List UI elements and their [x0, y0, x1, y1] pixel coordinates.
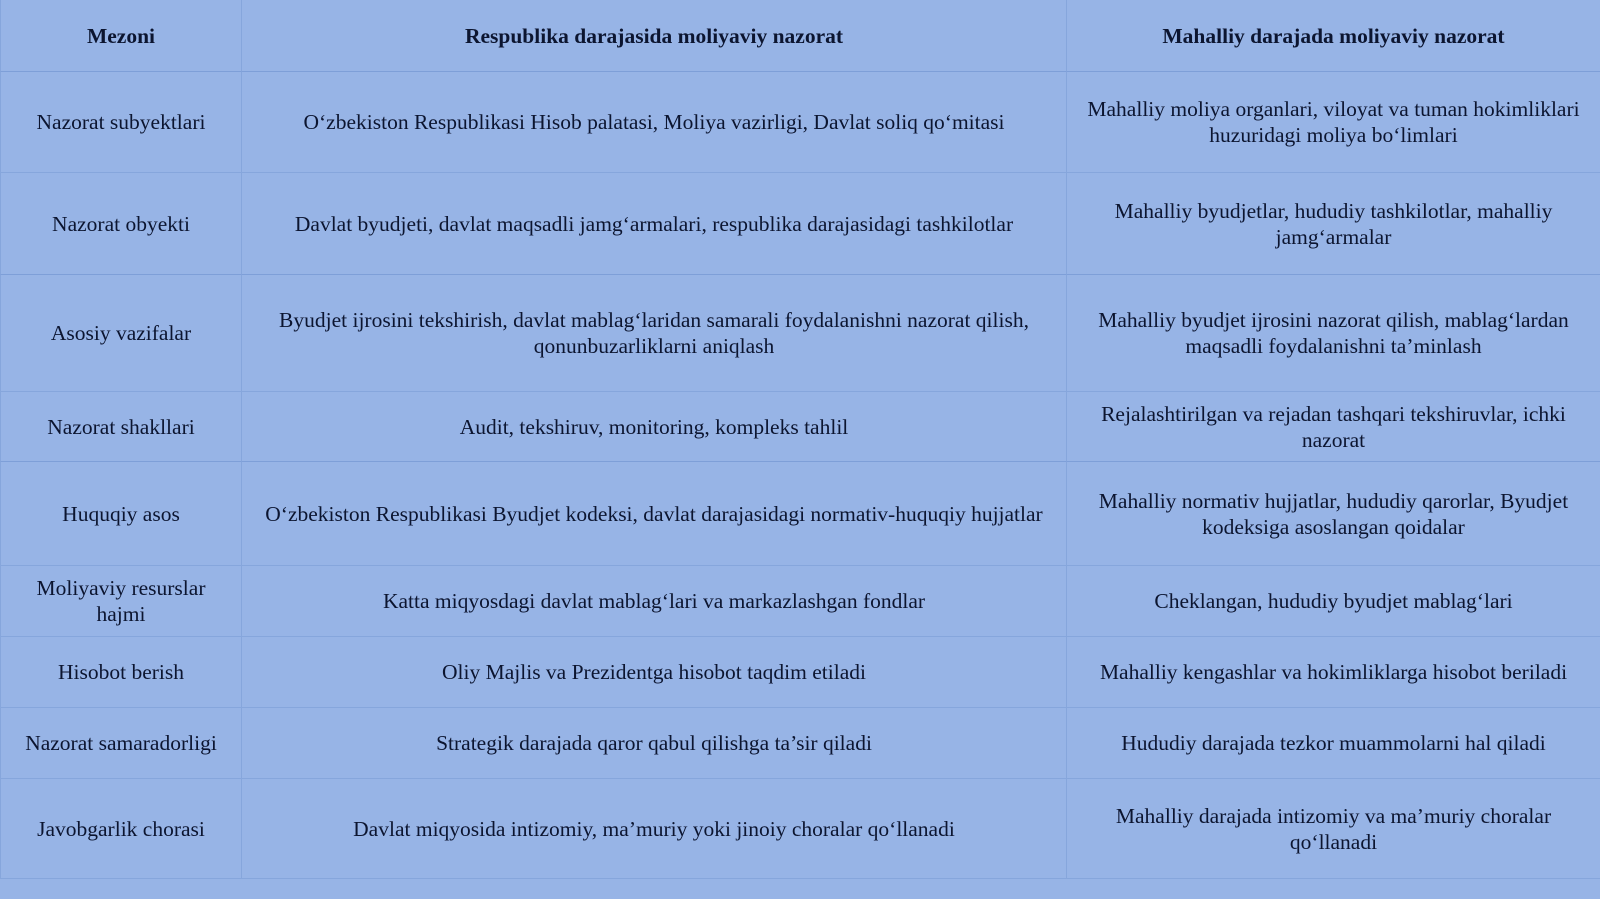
table-cell-local: Mahalliy darajada intizomiy va ma’muriy choralar qo‘llanadi — [1067, 779, 1600, 879]
table-cell-local: Mahalliy byudjet ijrosini nazorat qilish, mablag‘lardan maqsadli foydalanishni ta’minlash — [1067, 275, 1600, 392]
table-cell-criteria: Moliyaviy resurslar hajmi — [0, 566, 242, 637]
table-cell-local: Cheklangan, hududiy byudjet mablag‘lari — [1067, 566, 1600, 637]
table-cell-republic: Oliy Majlis va Prezidentga hisobot taqdim etiladi — [242, 637, 1067, 708]
table-cell-criteria: Nazorat subyektlari — [0, 72, 242, 173]
table-cell-local: Hududiy darajada tezkor muammolarni hal qiladi — [1067, 708, 1600, 779]
table-cell-republic: Byudjet ijrosini tekshirish, davlat mablag‘laridan samarali foydalanishni nazorat qilish, qonunbuzarliklarni aniqlash — [242, 275, 1067, 392]
table-cell-criteria: Hisobot berish — [0, 637, 242, 708]
table-header-local: Mahalliy darajada moliyaviy nazorat — [1067, 0, 1600, 72]
table-cell-criteria: Nazorat obyekti — [0, 173, 242, 275]
table-cell-local: Mahalliy byudjetlar, hududiy tashkilotlar, mahalliy jamg‘armalar — [1067, 173, 1600, 275]
table-cell-local: Mahalliy normativ hujjatlar, hududiy qarorlar, Byudjet kodeksiga asoslangan qoidalar — [1067, 462, 1600, 566]
table-cell-local: Rejalashtirilgan va rejadan tashqari tekshiruvlar, ichki nazorat — [1067, 392, 1600, 462]
table-cell-criteria: Huquqiy asos — [0, 462, 242, 566]
table-cell-republic: Davlat byudjeti, davlat maqsadli jamg‘armalari, respublika darajasidagi tashkilotlar — [242, 173, 1067, 275]
table-cell-local: Mahalliy kengashlar va hokimliklarga hisobot beriladi — [1067, 637, 1600, 708]
table-cell-republic: Davlat miqyosida intizomiy, ma’muriy yoki jinoiy choralar qo‘llanadi — [242, 779, 1067, 879]
table-cell-republic: Audit, tekshiruv, monitoring, kompleks tahlil — [242, 392, 1067, 462]
table-cell-criteria: Asosiy vazifalar — [0, 275, 242, 392]
table-cell-criteria: Javobgarlik chorasi — [0, 779, 242, 879]
table-cell-republic: Strategik darajada qaror qabul qilishga ta’sir qiladi — [242, 708, 1067, 779]
table-cell-republic: Katta miqyosdagi davlat mablag‘lari va markazlashgan fondlar — [242, 566, 1067, 637]
table-cell-criteria: Nazorat shakllari — [0, 392, 242, 462]
table-cell-republic: O‘zbekiston Respublikasi Byudjet kodeksi, davlat darajasidagi normativ-huquqiy hujjatlar — [242, 462, 1067, 566]
table-cell-criteria: Nazorat samaradorligi — [0, 708, 242, 779]
table-header-republic: Respublika darajasida moliyaviy nazorat — [242, 0, 1067, 72]
table-header-criteria: Mezoni — [0, 0, 242, 72]
table-cell-republic: O‘zbekiston Respublikasi Hisob palatasi, Moliya vazirligi, Davlat soliq qo‘mitasi — [242, 72, 1067, 173]
table-cell-local: Mahalliy moliya organlari, viloyat va tuman hokimliklari huzuridagi moliya bo‘limlari — [1067, 72, 1600, 173]
